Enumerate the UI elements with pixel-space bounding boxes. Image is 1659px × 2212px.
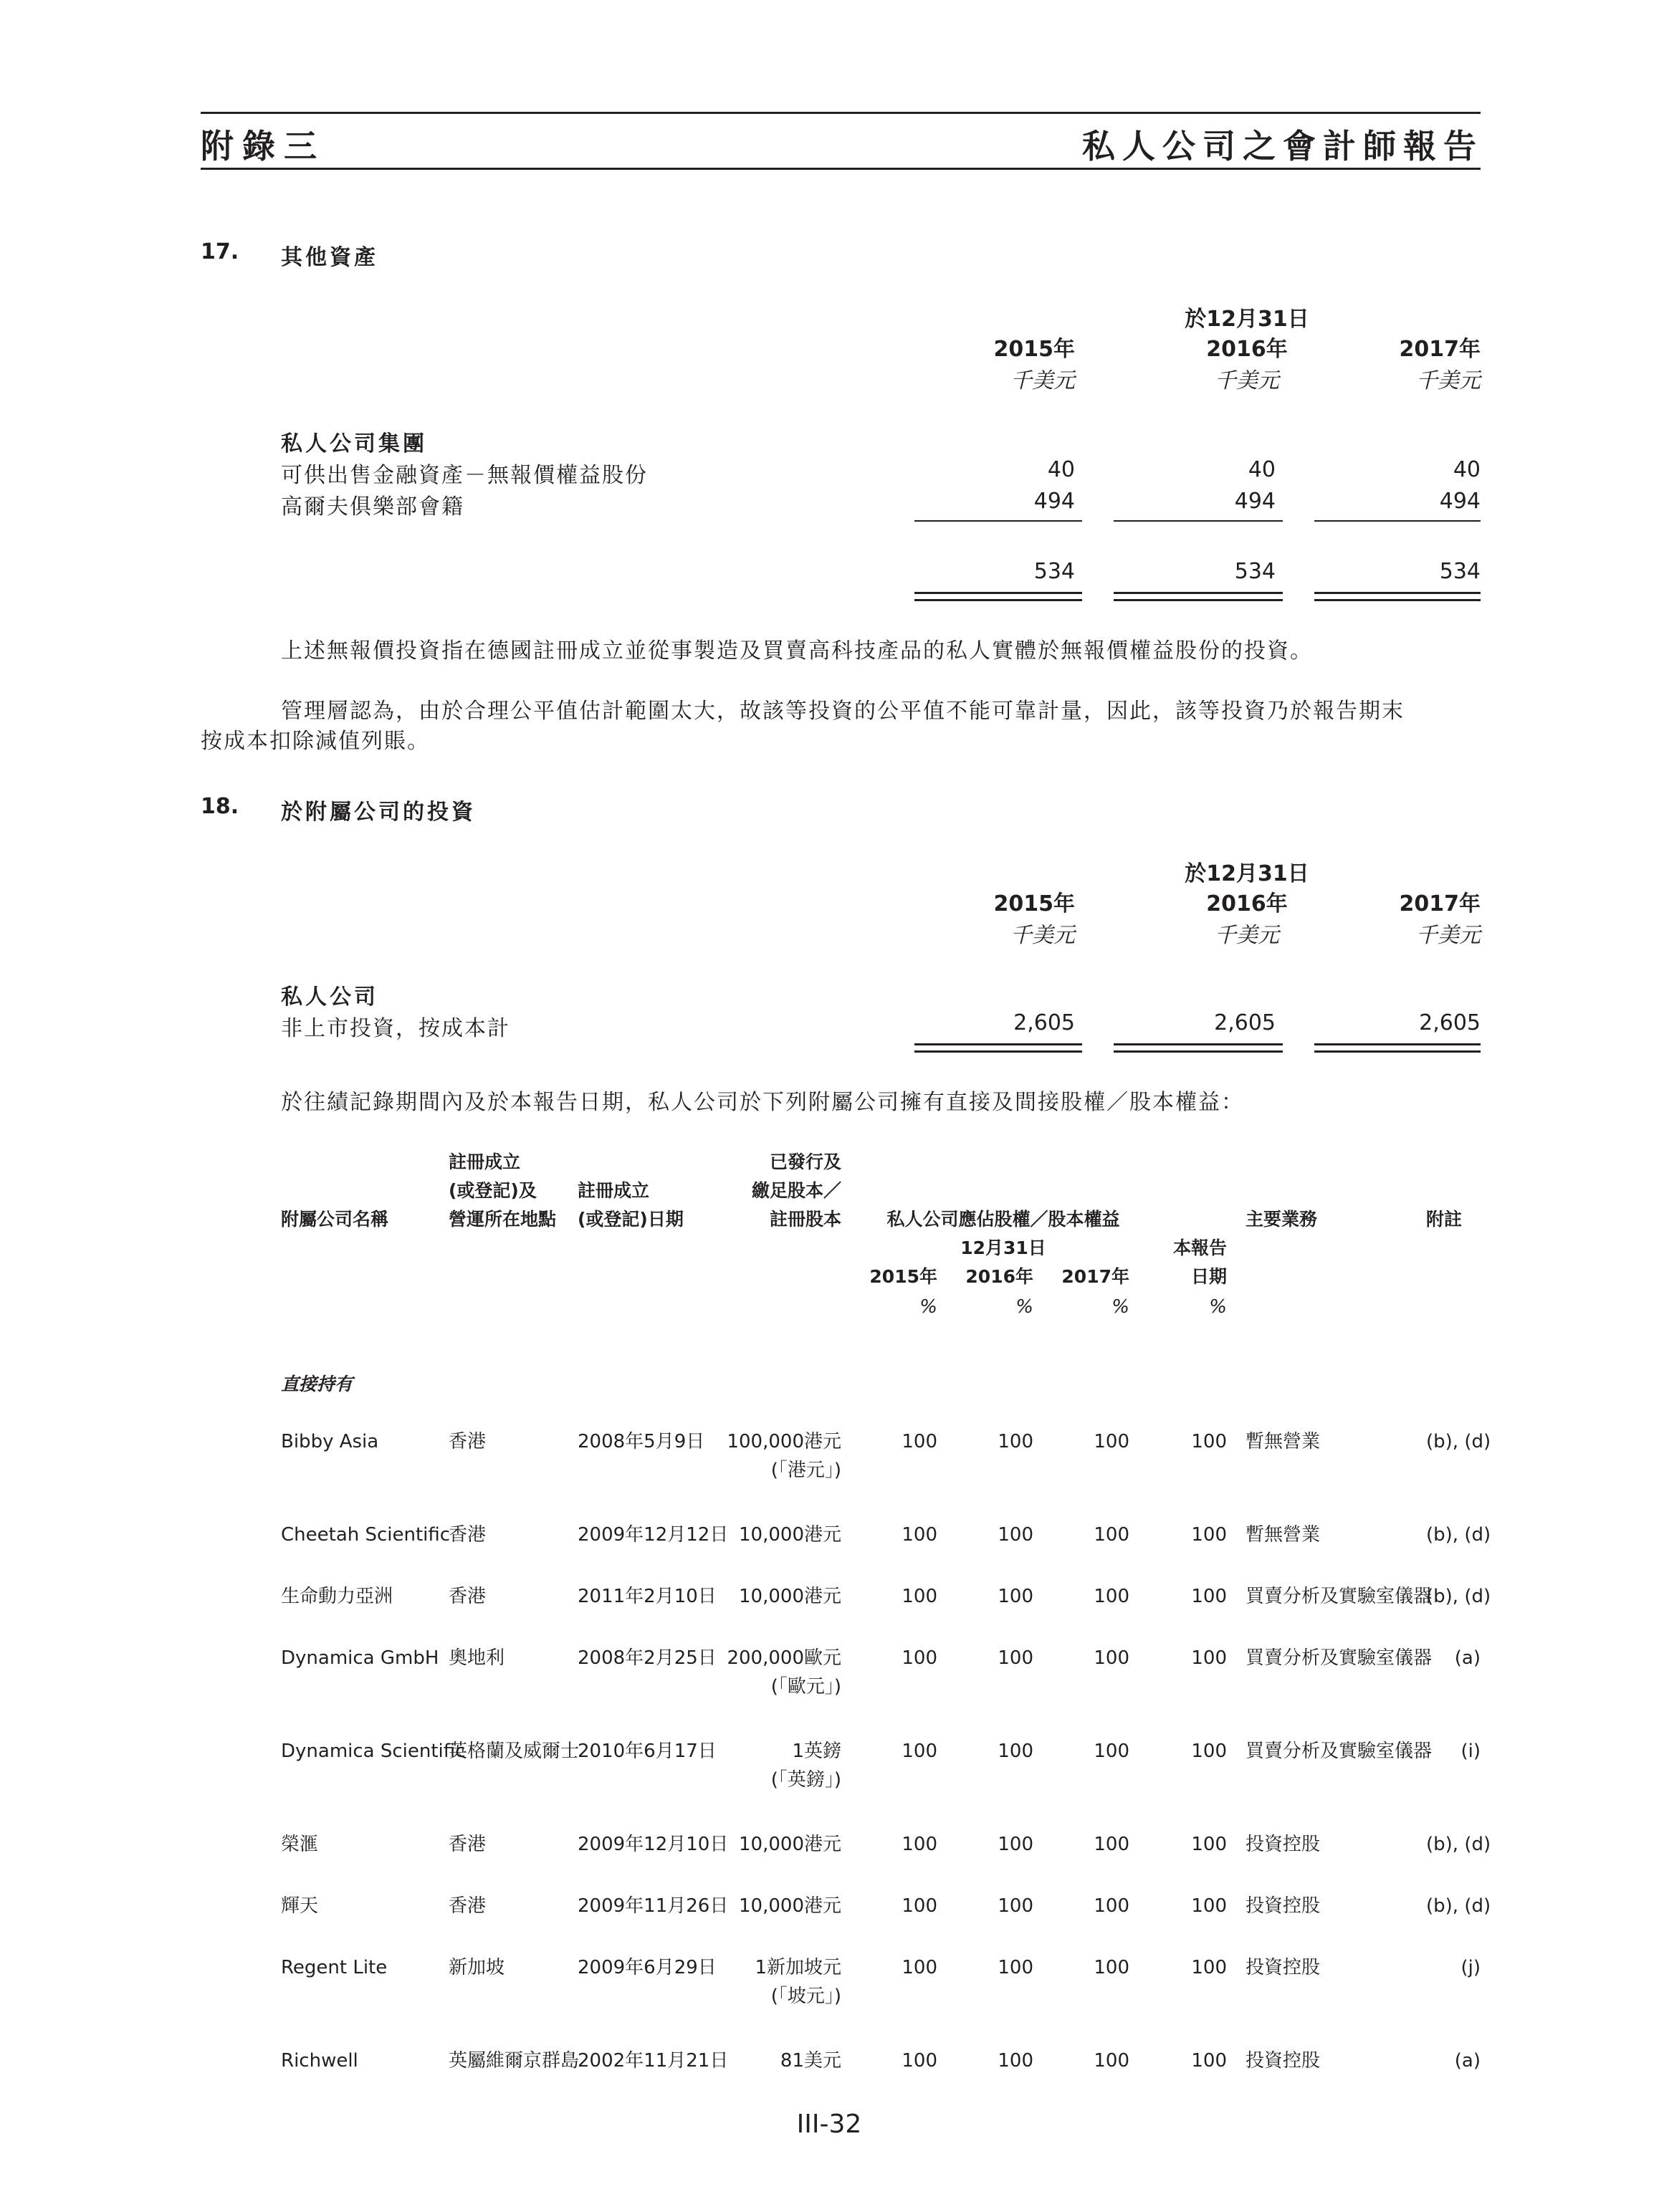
s18-unit-2016: 千美元 xyxy=(1215,923,1279,948)
cell-business: 買賣分析及實驗室儀器 xyxy=(1246,1586,1433,1607)
cell-p2017: 100 xyxy=(1094,1431,1129,1452)
s17-total-2015: 534 xyxy=(1033,559,1075,584)
cell-notes: (b), (d) xyxy=(1426,1895,1491,1917)
cell-notes: (b), (d) xyxy=(1426,1586,1491,1607)
cell-p2015: 100 xyxy=(902,2050,937,2072)
th-capital-2: 繳足股本／ xyxy=(751,1180,841,1201)
cell-prep: 100 xyxy=(1191,1895,1227,1917)
th-report-date-2: 日期 xyxy=(1190,1266,1227,1287)
cell-p2017: 100 xyxy=(1094,1834,1129,1855)
cell-date: 2009年12月10日 xyxy=(578,1834,729,1855)
cell-name: 榮滙 xyxy=(281,1834,319,1855)
cell-place: 香港 xyxy=(449,1431,487,1452)
cell-p2016: 100 xyxy=(998,1431,1033,1452)
cell-name: Bibby Asia xyxy=(281,1431,379,1452)
cell-prep: 100 xyxy=(1191,1647,1227,1669)
cell-business: 投資控股 xyxy=(1246,1957,1321,1978)
cell-place: 英屬維爾京群島 xyxy=(449,2050,580,2072)
cell-p2017: 100 xyxy=(1094,2050,1129,2072)
s17-year-2016: 2016年 xyxy=(1206,337,1288,362)
s17-row-afs-2017: 40 xyxy=(1453,457,1481,482)
cell-business: 買賣分析及實驗室儀器 xyxy=(1246,1741,1433,1762)
cell-notes: (a) xyxy=(1454,2050,1481,2072)
s18-group-label: 私人公司 xyxy=(281,985,378,1010)
th-date-1: 註冊成立 xyxy=(578,1180,650,1201)
th-place-2: (或登記)及 xyxy=(449,1180,537,1201)
th-capital-3: 註冊股本 xyxy=(769,1209,841,1230)
cell-capital: 10,000港元 xyxy=(739,1834,841,1855)
s18-double-rule-b-2017 xyxy=(1314,1050,1481,1053)
s17-subtotal-rule-2016 xyxy=(1114,520,1283,522)
s17-subtotal-rule-2015 xyxy=(914,520,1082,522)
cell-place: 英格蘭及威爾士 xyxy=(449,1741,580,1762)
s17-group-label: 私人公司集團 xyxy=(281,431,427,456)
s17-row-golf-2017: 494 xyxy=(1439,489,1481,514)
cell-date: 2002年11月21日 xyxy=(578,2050,729,2072)
cell-capital-currency: (「歐元」) xyxy=(770,1676,841,1698)
cell-capital-currency: (「坡元」) xyxy=(770,1986,841,2007)
th-name: 附屬公司名稱 xyxy=(281,1209,389,1230)
s18-value-2017: 2,605 xyxy=(1419,1010,1481,1035)
cell-p2015: 100 xyxy=(902,1741,937,1762)
cell-p2015: 100 xyxy=(902,1834,937,1855)
cell-prep: 100 xyxy=(1191,2050,1227,2072)
s17-row-golf-2016: 494 xyxy=(1234,489,1276,514)
th-pct-2015: % xyxy=(919,1296,937,1318)
s17-row-golf-label: 高爾夫俱樂部會籍 xyxy=(281,494,464,520)
cell-p2015: 100 xyxy=(902,1524,937,1546)
s17-subtotal-rule-2017 xyxy=(1314,520,1481,522)
th-place-1: 註冊成立 xyxy=(449,1152,521,1172)
cell-capital-currency: (「港元」) xyxy=(770,1460,841,1481)
th-year-2017: 2017年 xyxy=(1061,1266,1129,1287)
s18-double-rule-a-2017 xyxy=(1314,1043,1481,1045)
cell-place: 香港 xyxy=(449,1586,487,1607)
cell-p2016: 100 xyxy=(998,1834,1033,1855)
cell-capital-currency: (「英鎊」) xyxy=(770,1769,841,1791)
section-17-number: 17. xyxy=(201,239,239,264)
cell-p2017: 100 xyxy=(1094,1524,1129,1546)
s17-total-double-rule-a-2017 xyxy=(1314,592,1481,594)
s18-value-2015: 2,605 xyxy=(1013,1010,1075,1035)
cell-prep: 100 xyxy=(1191,1957,1227,1978)
cell-capital: 1英鎊 xyxy=(792,1741,841,1762)
s18-unit-2017: 千美元 xyxy=(1416,923,1481,948)
cell-name: Dynamica Scientific xyxy=(281,1741,466,1762)
cell-date: 2008年5月9日 xyxy=(578,1431,705,1452)
s18-as-at-label: 於12月31日 xyxy=(1185,861,1309,886)
s18-double-rule-b-2015 xyxy=(914,1050,1082,1053)
s17-total-double-rule-a-2016 xyxy=(1114,592,1283,594)
cell-capital: 10,000港元 xyxy=(739,1895,841,1917)
cell-date: 2010年6月17日 xyxy=(578,1741,717,1762)
s18-intro: 於往績記錄期間內及於本報告日期，私人公司於下列附屬公司擁有直接及間接股權／股本權益： xyxy=(281,1090,1244,1115)
s17-note-2-line-2: 按成本扣除減值列賬。 xyxy=(201,729,430,754)
s18-double-rule-a-2016 xyxy=(1114,1043,1283,1045)
cell-p2017: 100 xyxy=(1094,1957,1129,1978)
s17-note-1: 上述無報價投資指在德國註冊成立並從事製造及買賣高科技產品的私人實體於無報價權益股份的投資。 xyxy=(281,638,1313,664)
s17-row-afs-2016: 40 xyxy=(1248,457,1276,482)
cell-capital: 200,000歐元 xyxy=(727,1647,841,1669)
th-year-2015: 2015年 xyxy=(869,1266,937,1287)
cell-place: 奧地利 xyxy=(449,1647,505,1669)
s18-double-rule-a-2015 xyxy=(914,1043,1082,1045)
s18-unit-2015: 千美元 xyxy=(1010,923,1075,948)
th-notes: 附註 xyxy=(1426,1209,1463,1230)
th-report-date-1: 本報告 xyxy=(1172,1237,1227,1258)
cell-p2017: 100 xyxy=(1094,1741,1129,1762)
cell-p2017: 100 xyxy=(1094,1647,1129,1669)
cell-p2015: 100 xyxy=(902,1647,937,1669)
th-date-2: (或登記)日期 xyxy=(578,1209,684,1230)
section-18-title: 於附屬公司的投資 xyxy=(281,800,476,825)
cell-business: 暫無營業 xyxy=(1246,1524,1321,1546)
cell-p2017: 100 xyxy=(1094,1586,1129,1607)
th-business: 主要業務 xyxy=(1246,1209,1318,1230)
cell-notes: (j) xyxy=(1460,1957,1481,1978)
th-pct-2017: % xyxy=(1111,1296,1129,1318)
cell-prep: 100 xyxy=(1191,1741,1227,1762)
cell-date: 2008年2月25日 xyxy=(578,1647,717,1669)
th-place-3: 營運所在地點 xyxy=(449,1209,557,1230)
th-dec31: 12月31日 xyxy=(960,1237,1046,1258)
cell-name: Cheetah Scientific xyxy=(281,1524,451,1546)
s17-total-2016: 534 xyxy=(1234,559,1276,584)
cell-place: 新加坡 xyxy=(449,1957,505,1978)
cell-p2016: 100 xyxy=(998,1895,1033,1917)
th-pct-report: % xyxy=(1209,1296,1227,1318)
cell-p2015: 100 xyxy=(902,1586,937,1607)
s17-unit-2017: 千美元 xyxy=(1416,368,1481,393)
cell-business: 買賣分析及實驗室儀器 xyxy=(1246,1647,1433,1669)
cell-prep: 100 xyxy=(1191,1524,1227,1546)
s18-year-2017: 2017年 xyxy=(1399,891,1481,916)
cell-p2017: 100 xyxy=(1094,1895,1129,1917)
page-number: III-32 xyxy=(796,2110,862,2139)
section-18-number: 18. xyxy=(201,794,239,819)
th-pct-2016: % xyxy=(1015,1296,1033,1318)
cell-notes: (i) xyxy=(1460,1741,1481,1762)
cell-p2015: 100 xyxy=(902,1957,937,1978)
cell-business: 暫無營業 xyxy=(1246,1431,1321,1452)
cell-p2016: 100 xyxy=(998,2050,1033,2072)
cell-name: Dynamica GmbH xyxy=(281,1647,439,1669)
cell-name: Regent Lite xyxy=(281,1957,388,1978)
cell-p2016: 100 xyxy=(998,1524,1033,1546)
cell-capital: 100,000港元 xyxy=(727,1431,841,1452)
header-top-rule xyxy=(201,112,1481,114)
cell-business: 投資控股 xyxy=(1246,1834,1321,1855)
s17-total-2017: 534 xyxy=(1439,559,1481,584)
cell-p2016: 100 xyxy=(998,1741,1033,1762)
s18-row-label: 非上市投資，按成本計 xyxy=(281,1016,510,1041)
s18-year-2016: 2016年 xyxy=(1206,891,1288,916)
cell-p2016: 100 xyxy=(998,1957,1033,1978)
cell-name: 輝天 xyxy=(281,1895,319,1917)
cell-business: 投資控股 xyxy=(1246,1895,1321,1917)
cell-business: 投資控股 xyxy=(1246,2050,1321,2072)
cell-prep: 100 xyxy=(1191,1586,1227,1607)
cell-prep: 100 xyxy=(1191,1834,1227,1855)
cell-place: 香港 xyxy=(449,1834,487,1855)
cell-p2015: 100 xyxy=(902,1431,937,1452)
cell-date: 2009年6月29日 xyxy=(578,1957,717,1978)
s17-note-2-line-1: 管理層認為，由於合理公平值估計範圍太大，故該等投資的公平值不能可靠計量，因此，該等投資乃於報告期末 xyxy=(281,699,1405,724)
s17-total-double-rule-b-2016 xyxy=(1114,599,1283,601)
cell-date: 2011年2月10日 xyxy=(578,1586,717,1607)
cell-place: 香港 xyxy=(449,1895,487,1917)
header-right-title: 私人公司之會計師報告 xyxy=(1082,127,1483,166)
s17-total-double-rule-a-2015 xyxy=(914,592,1082,594)
cell-p2015: 100 xyxy=(902,1895,937,1917)
cell-p2016: 100 xyxy=(998,1647,1033,1669)
s18-year-2015: 2015年 xyxy=(993,891,1075,916)
cell-name: Richwell xyxy=(281,2050,358,2072)
th-capital-1: 已發行及 xyxy=(769,1152,841,1172)
cell-notes: (b), (d) xyxy=(1426,1524,1491,1546)
s17-row-golf-2015: 494 xyxy=(1033,489,1075,514)
cell-date: 2009年11月26日 xyxy=(578,1895,729,1917)
s17-unit-2016: 千美元 xyxy=(1215,368,1279,393)
direct-held-label: 直接持有 xyxy=(281,1374,353,1394)
s17-unit-2015: 千美元 xyxy=(1010,368,1075,393)
cell-notes: (a) xyxy=(1454,1647,1481,1669)
cell-prep: 100 xyxy=(1191,1431,1227,1452)
s17-year-2015: 2015年 xyxy=(993,337,1075,362)
cell-capital: 1新加坡元 xyxy=(755,1957,841,1978)
s17-total-double-rule-b-2015 xyxy=(914,599,1082,601)
s17-total-double-rule-b-2017 xyxy=(1314,599,1481,601)
s18-value-2016: 2,605 xyxy=(1214,1010,1276,1035)
cell-capital: 81美元 xyxy=(780,2050,841,2072)
cell-name: 生命動力亞洲 xyxy=(281,1586,393,1607)
section-17-title: 其他資產 xyxy=(281,245,378,270)
s17-row-afs-2015: 40 xyxy=(1047,457,1075,482)
cell-date: 2009年12月12日 xyxy=(578,1524,729,1546)
cell-capital: 10,000港元 xyxy=(739,1524,841,1546)
s17-row-afs-label: 可供出售金融資產－無報價權益股份 xyxy=(281,463,648,488)
cell-p2016: 100 xyxy=(998,1586,1033,1607)
cell-notes: (b), (d) xyxy=(1426,1834,1491,1855)
s17-year-2017: 2017年 xyxy=(1399,337,1481,362)
s17-as-at-label: 於12月31日 xyxy=(1185,307,1309,332)
th-equity: 私人公司應佔股權／股本權益 xyxy=(886,1209,1120,1230)
header-bottom-rule xyxy=(201,168,1481,170)
cell-notes: (b), (d) xyxy=(1426,1431,1491,1452)
header-left-title: 附錄三 xyxy=(201,127,325,166)
cell-capital: 10,000港元 xyxy=(739,1586,841,1607)
s18-double-rule-b-2016 xyxy=(1114,1050,1283,1053)
cell-place: 香港 xyxy=(449,1524,487,1546)
th-year-2016: 2016年 xyxy=(965,1266,1033,1287)
